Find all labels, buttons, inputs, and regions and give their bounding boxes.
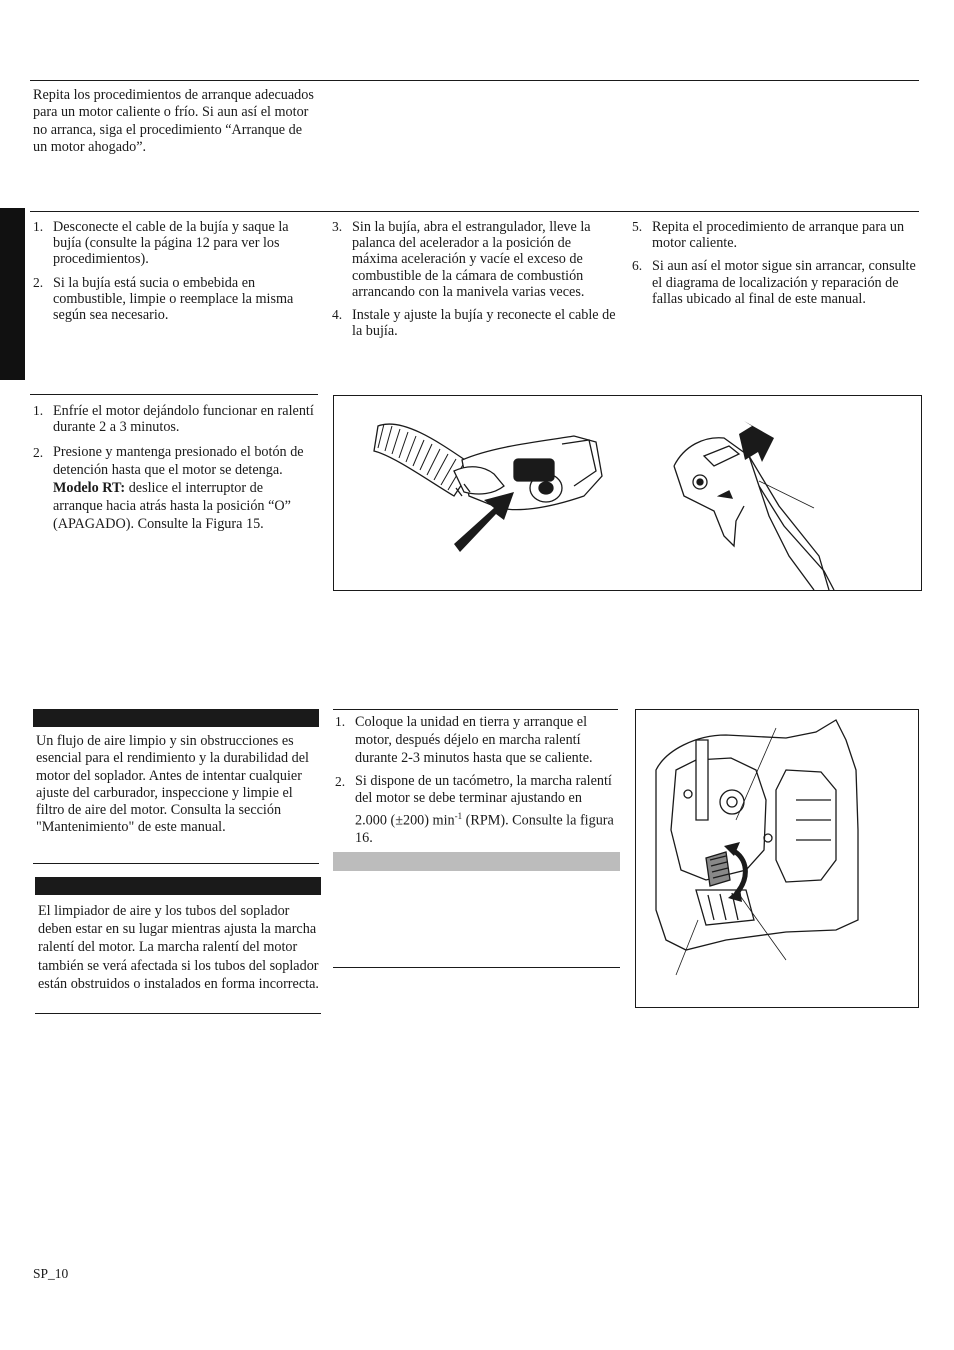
- idle-bottom-rule: [333, 967, 620, 968]
- flooded-steps-col2: [332, 219, 618, 346]
- carburetor-idle-screw-icon: [636, 710, 918, 1007]
- list-item: 2. Si dispone de un tacómetro, la marcha ralentí del motor se debe terminar ajustando en 2.000 (±200) $\min^{-1} (RPM)$. Consulte la figura 16.: [335, 773, 614, 846]
- note-rule-1: [33, 863, 319, 864]
- throttle-handle-switch-icon: [644, 396, 884, 590]
- top-rule: [30, 80, 919, 81]
- list-item: 5. Repita el procedimiento de arranque para un motor caliente.: [632, 219, 905, 252]
- list-item: 3. Sin la bujía, abra el estrangulador, lleve la palanca del acelerador a la posición de máxima aceleración y vacíe el exceso de combustible de la cámara de combustión arrancando con la manivela varias veces.: [332, 219, 591, 300]
- flooded-steps-col1: [33, 219, 316, 330]
- gray-note-bar: [333, 852, 620, 871]
- list-item: 1. Desconecte el cable de la bujía y saque la bujía (consulte la página 12 para ver los procedimientos).: [33, 219, 289, 268]
- list-item: 2. Si la bujía está sucia o embebida en combustible, limpie o reemplace la misma según sea necesario.: [33, 274, 294, 324]
- list-item: 2. Presione y mantenga presionado el botón de detención hasta que el motor se detenga. Modelo RT: deslice el interruptor de arranque hacia atrás hasta la posición “O” (APAGADO). Consulte la Figura 15.: [33, 444, 304, 532]
- flooded-steps-col3: [632, 219, 916, 314]
- flooded-section-rule: [30, 211, 919, 212]
- figure-carburetor: [635, 709, 919, 1008]
- blower-tubes-note: El limpiador de aire y los tubos del soplador deben estar en su lugar mientras ajusta la marcha ralentí del motor. La marcha ralentí del motor también se verá afectada si los tubos del soplador están obstruidos o instalados en forma incorrecta.: [38, 903, 319, 992]
- section-header-bar-1: [33, 709, 319, 727]
- section-header-bar-2: [35, 877, 321, 895]
- list-item: 4. Instale y ajuste la bujía y reconecte el cable de la bujía.: [332, 307, 616, 340]
- stopping-section-rule: [30, 394, 318, 395]
- idle-steps: [335, 713, 617, 854]
- figure-stop-switch: [333, 395, 922, 591]
- intro-paragraph: Repita los procedimientos de arranque adecuados para un motor caliente o frío. Si aun así el motor no arranca, siga el procedimiento “Arranque de un motor ahogado”.: [33, 87, 314, 155]
- stopping-steps: [33, 403, 315, 540]
- note-rule-2: [35, 1013, 321, 1014]
- list-item: 1. Enfríe el motor dejándolo funcionar en ralentí durante 2 a 3 minutos.: [33, 403, 314, 436]
- side-tab: [0, 208, 25, 380]
- idle-section-rule: [333, 709, 618, 710]
- air-flow-note: Un flujo de aire limpio y sin obstrucciones es esencial para el rendimiento y la durabilidad del motor del soplador. Antes de intentar cualquier ajuste del carburador, inspeccione y limpie el filtro de aire del motor. Consulta la sección "Mantenimiento" de este manual.: [36, 733, 309, 836]
- list-item: 1. Coloque la unidad en tierra y arranque el motor, después déjelo en marcha ralentí durante 2-3 minutos hasta que se caliente.: [335, 714, 593, 766]
- list-item: 6. Si aun así el motor sigue sin arrancar, consulte el diagrama de localización y reparación de fallas ubicado al final de este manual.: [632, 258, 916, 307]
- page-number: SP_10: [33, 1266, 69, 1281]
